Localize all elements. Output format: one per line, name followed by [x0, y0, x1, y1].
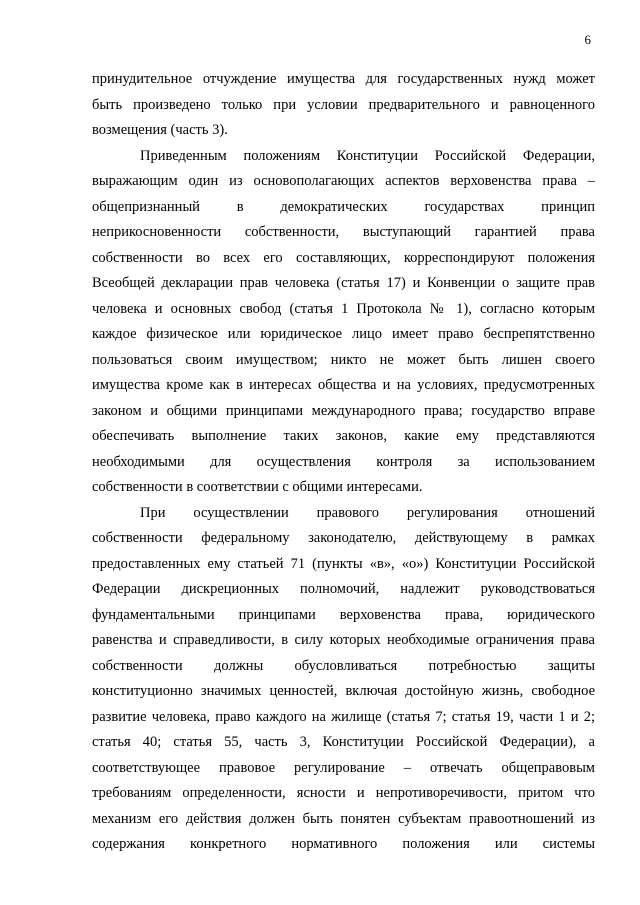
paragraph-2-line: собственности во всех его составляющих, корреспондируют положения	[92, 249, 595, 266]
paragraph-2-line: человека и основных свобод (статья 1 Протокола № 1), согласно которым	[92, 300, 595, 317]
body-text	[92, 67, 595, 858]
paragraph-3-line: фундаментальными принципами верховенства права, юридического	[92, 606, 595, 623]
paragraph-3-line: конституционно значимых ценностей, включая достойную жизнь, свободное	[92, 683, 595, 699]
paragraph-3-line: Федерации дискреционных полномочий, надлежит руководствоваться	[92, 581, 595, 597]
paragraph-2-line: каждое физическое или юридическое лицо имеет право беспрепятственно	[92, 326, 595, 342]
paragraph-2-line: выражающим один из основополагающих аспектов верховенства права –	[92, 173, 595, 189]
paragraph-3-line: механизм его действия должен быть понятен субъектам правоотношений из	[92, 810, 595, 827]
paragraph-3-line: При осуществлении правового регулирования отношений	[140, 504, 595, 521]
paragraph-2-line: неприкосновенности собственности, выступающий гарантией права	[92, 224, 595, 240]
paragraph-3-line: статья 40; статья 55, часть 3, Конституции Российской Федерации), а	[92, 734, 595, 750]
paragraph-3-line: требованиям определенности, ясности и непротиворечивости, притом что	[92, 785, 595, 801]
paragraph-1-line: возмещения (часть 3).	[92, 122, 228, 138]
paragraph-2-line: собственности в соответствии с общими интересами.	[92, 479, 423, 495]
paragraph-2-line: необходимыми для осуществления контроля за использованием	[92, 453, 595, 470]
paragraph-3-line: содержания конкретного нормативного положения или системы	[92, 836, 595, 852]
paragraph-3-line: предоставленных ему статьей 71 (пункты «в», «о») Конституции Российской	[92, 555, 595, 572]
paragraph-2-line: законом и общими принципами международного права; государство вправе	[92, 402, 595, 419]
paragraph-2-line: общепризнанный в демократических государствах принцип	[92, 198, 595, 215]
paragraph-2-line: Всеобщей декларации прав человека (статья 17) и Конвенции о защите прав	[92, 275, 595, 291]
paragraph-2-line: имущества кроме как в интересах общества и на условиях, предусмотренных	[92, 377, 595, 393]
paragraph-2-line: пользоваться своим имуществом; никто не может быть лишен своего	[92, 351, 595, 368]
page-number: 6	[584, 32, 591, 47]
paragraph-3-line: собственности федеральному законодателю, действующему в рамках	[92, 530, 595, 546]
paragraph-3-line: развитие человека, право каждого на жилище (статья 7; статья 19, части 1 и 2;	[92, 708, 595, 725]
paragraph-1-line: быть произведено только при условии предварительного и равноценного	[92, 96, 595, 113]
paragraph-1-line: принудительное отчуждение имущества для государственных нужд может	[92, 71, 595, 87]
paragraph-3-line: равенства и справедливости, в силу которых необходимые ограничения права	[92, 632, 595, 648]
paragraph-3-line: собственности должны обусловливаться потребностью защиты	[92, 657, 595, 674]
paragraph-3-line: соответствующее правовое регулирование – отвечать общеправовым	[92, 759, 595, 776]
paragraph-2-line: Приведенным положениям Конституции Российской Федерации,	[140, 147, 595, 164]
paragraph-2-line: обеспечивать выполнение таких законов, какие ему представляются	[92, 428, 595, 444]
